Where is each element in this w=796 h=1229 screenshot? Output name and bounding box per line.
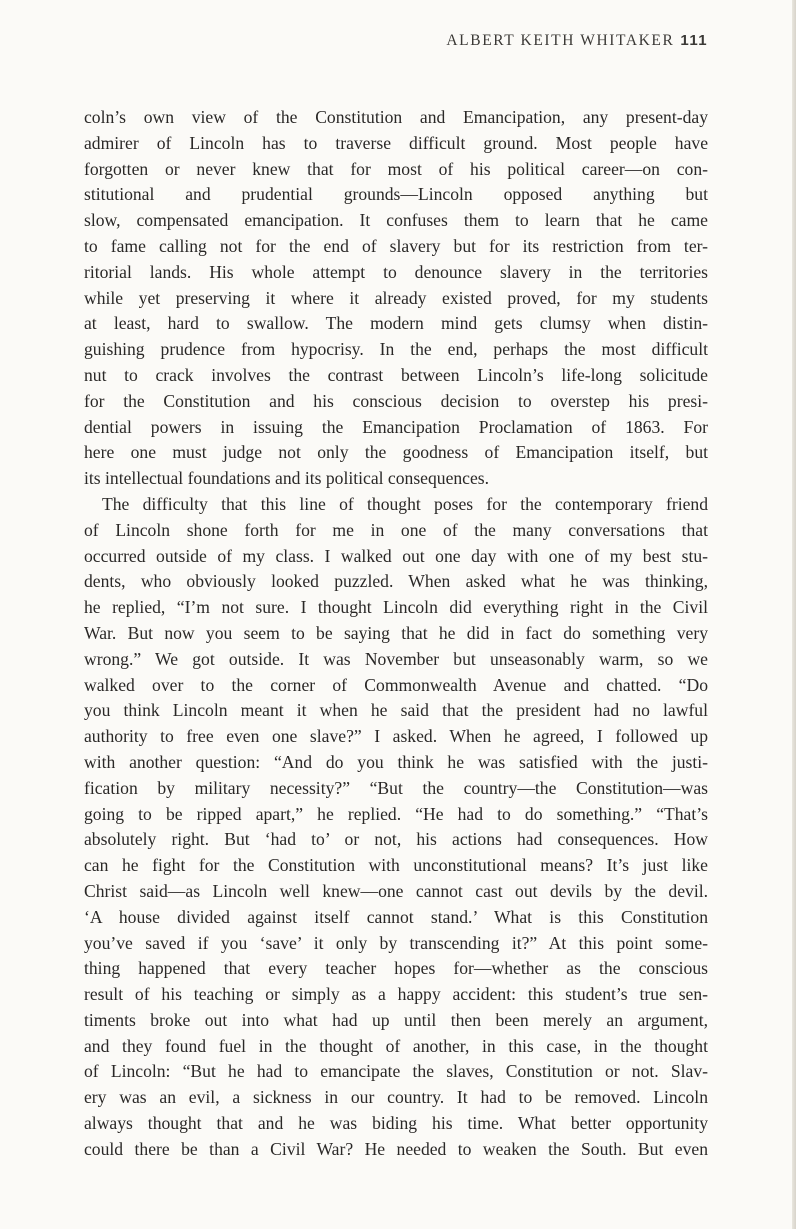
- text-line: can he fight for the Constitution with unconstitutional means? It’s just like: [84, 855, 708, 876]
- text-line: going to be ripped apart,” he replied. “He had to do something.” “That’s: [84, 803, 708, 824]
- running-head: [300, 32, 708, 50]
- text-line: slow, compensated emancipation. It confuses them to learn that he came: [84, 210, 708, 231]
- paragraph-start-line: The difficulty that this line of thought poses for the contemporary friend: [102, 493, 708, 514]
- page-number: 111: [680, 32, 708, 49]
- text-line: absolutely right. But ‘had to’ or not, his actions had consequences. How: [84, 829, 708, 850]
- text-line: timents broke out into what had up until then been merely an argument,: [84, 1009, 708, 1030]
- text-line: with another question: “And do you think he was satisfied with the justi-: [84, 751, 708, 772]
- text-line: ritorial lands. His whole attempt to denounce slavery in the territories: [84, 261, 708, 282]
- body-text: [84, 105, 708, 1163]
- text-line: result of his teaching or simply as a happy accident: this student’s true sen-: [84, 984, 708, 1005]
- text-line: ery was an evil, a sickness in our country. It had to be removed. Lincoln: [84, 1087, 708, 1108]
- running-head-author: ALBERT KEITH WHITAKER: [446, 32, 675, 49]
- paragraph-end-line: its intellectual foundations and its political consequences.: [84, 468, 490, 489]
- text-line: guishing prudence from hypocrisy. In the end, perhaps the most difficult: [84, 339, 708, 360]
- text-line: of Lincoln shone forth for me in one of the many conversations that: [84, 519, 708, 540]
- text-line: stitutional and prudential grounds—Lincoln opposed anything but: [84, 184, 708, 205]
- page-edge: [792, 0, 796, 1229]
- text-line: admirer of Lincoln has to traverse difficult ground. Most people have: [84, 132, 708, 153]
- text-line: thing happened that every teacher hopes for—whether as the conscious: [84, 958, 708, 979]
- text-line: he replied, “I’m not sure. I thought Lincoln did everything right in the Civil: [84, 597, 708, 618]
- text-line: dents, who obviously looked puzzled. When asked what he was thinking,: [84, 571, 708, 592]
- text-line: for the Constitution and his conscious decision to overstep his presi-: [84, 390, 708, 411]
- text-line: coln’s own view of the Constitution and Emancipation, any present-day: [84, 107, 708, 127]
- text-line: fication by military necessity?” “But the country—the Constitution—was: [84, 777, 708, 798]
- text-line: walked over to the corner of Commonwealth Avenue and chatted. “Do: [84, 674, 708, 695]
- text-line: you’ve saved if you ‘save’ it only by transcending it?” At this point some-: [84, 932, 708, 953]
- text-line: authority to free even one slave?” I asked. When he agreed, I followed up: [84, 726, 708, 747]
- text-line: you think Lincoln meant it when he said that the president had no lawful: [84, 700, 708, 721]
- text-line: while yet preserving it where it already existed proved, for my students: [84, 287, 708, 308]
- text-line: dential powers in issuing the Emancipation Proclamation of 1863. For: [84, 416, 708, 437]
- text-line: nut to crack involves the contrast between Lincoln’s life-long solicitude: [84, 364, 708, 385]
- text-line: could there be than a Civil War? He needed to weaken the South. But even: [84, 1138, 708, 1159]
- text-line: forgotten or never knew that for most of his political career—on con-: [84, 158, 708, 179]
- text-line: Christ said—as Lincoln well knew—one cannot cast out devils by the devil.: [84, 880, 708, 901]
- text-line: of Lincoln: “But he had to emancipate the slaves, Constitution or not. Slav-: [84, 1061, 708, 1082]
- text-line: occurred outside of my class. I walked out one day with one of my best stu-: [84, 545, 708, 566]
- text-line: War. But now you seem to be saying that he did in fact do something very: [84, 622, 708, 643]
- text-line: and they found fuel in the thought of another, in this case, in the thought: [84, 1035, 708, 1056]
- text-line: wrong.” We got outside. It was November but unseasonably warm, so we: [84, 648, 708, 669]
- text-line: to fame calling not for the end of slavery but for its restriction from ter-: [84, 235, 708, 256]
- text-line: at least, hard to swallow. The modern mind gets clumsy when distin-: [84, 313, 708, 334]
- text-line: always thought that and he was biding his time. What better opportunity: [84, 1113, 708, 1134]
- text-line: here one must judge not only the goodness of Emancipation itself, but: [84, 442, 708, 463]
- text-line: ‘A house divided against itself cannot stand.’ What is this Constitution: [84, 906, 708, 927]
